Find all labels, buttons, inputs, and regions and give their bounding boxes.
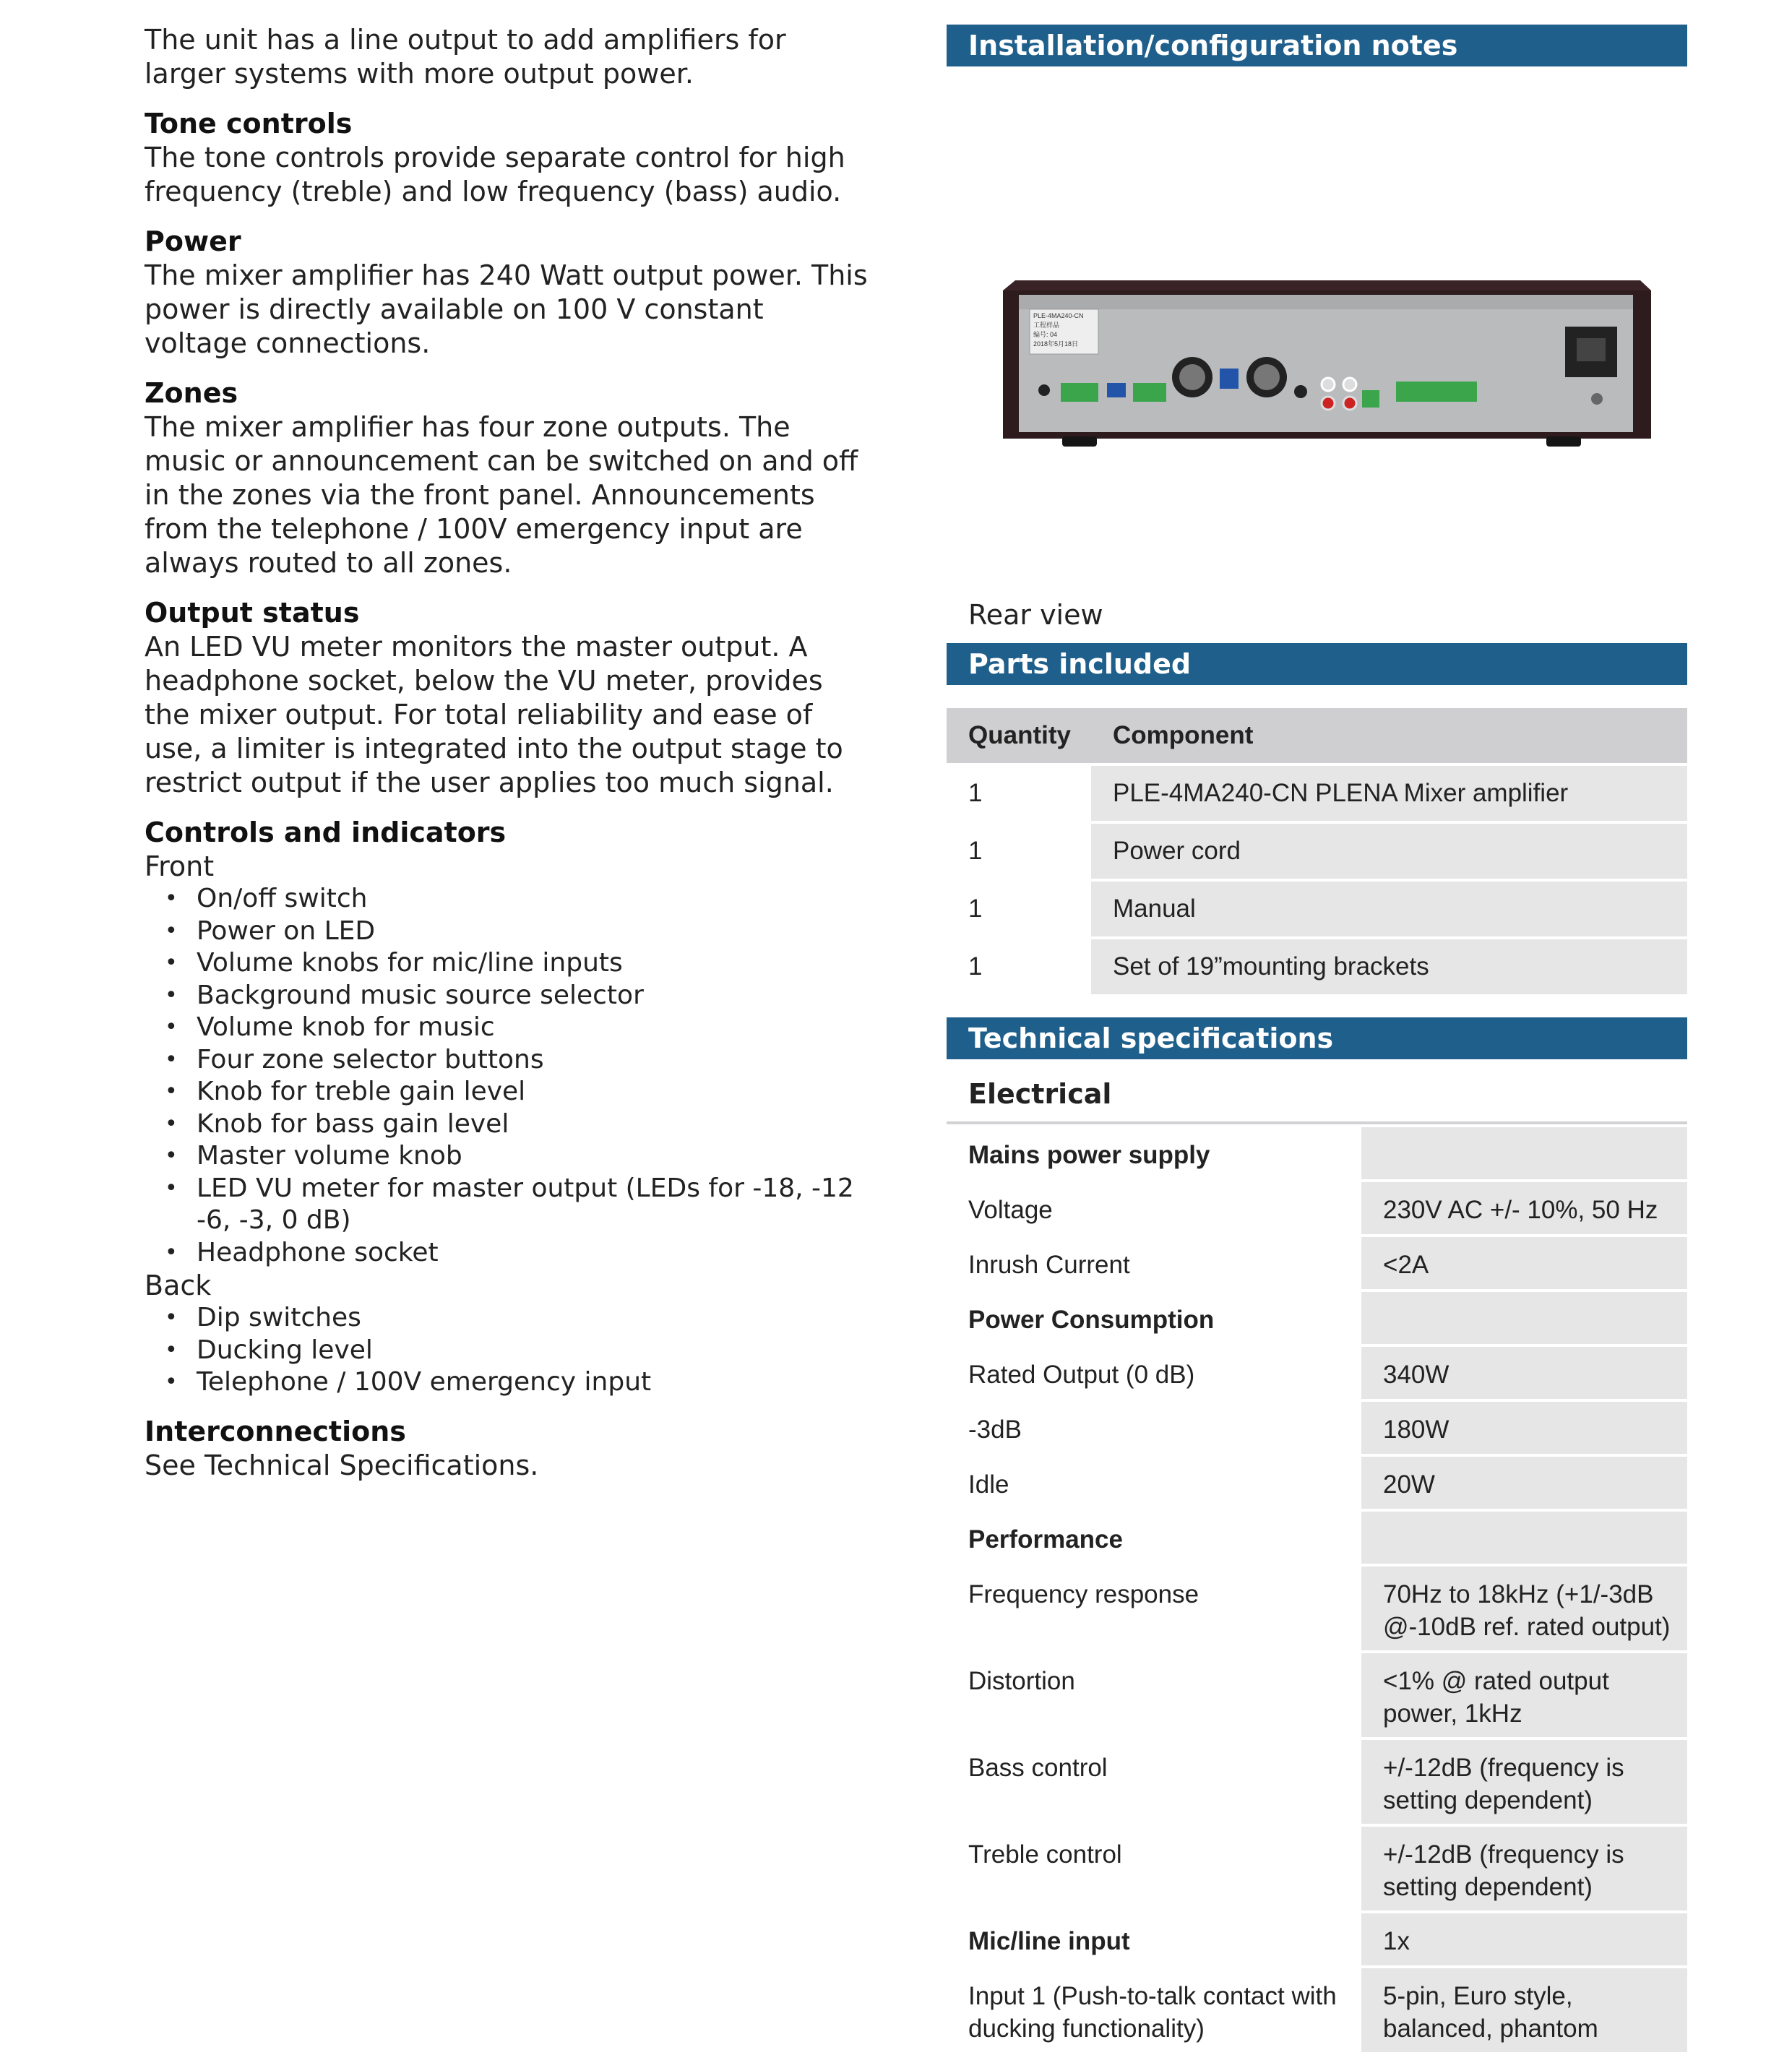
- section-controls: [145, 816, 874, 1399]
- section-title: Power: [145, 225, 241, 257]
- spec-key: Performance: [947, 1510, 1361, 1565]
- spec-value: <1% @ rated output power, 1kHz: [1361, 1652, 1687, 1739]
- spec-value: 1x: [1361, 1912, 1687, 1967]
- table-row: [947, 1291, 1687, 1345]
- tech-spec-header: Technical specifications: [947, 1017, 1687, 1059]
- spec-value: 70Hz to 18kHz (+1/-3dB @-10dB ref. rated output): [1361, 1565, 1687, 1652]
- spec-value: [1361, 1291, 1687, 1345]
- table-row: [947, 1455, 1687, 1510]
- table-row: [947, 880, 1687, 938]
- part-qty: 1: [947, 764, 1091, 822]
- photo-label-line4: 2018年5月18日: [1033, 340, 1079, 348]
- section-text: The mixer amplifier has four zone outputs. The music or announcement can be switched on and off in the zones via the front panel. Announcements from the telephone / 100V emergency input are always routed to all zones.: [145, 411, 858, 579]
- spec-key: Power Consumption: [947, 1291, 1361, 1345]
- col-header-component: Component: [1091, 708, 1687, 764]
- left-column: [145, 23, 874, 1499]
- parts-table: [947, 708, 1687, 997]
- part-component: PLE-4MA240-CN PLENA Mixer amplifier: [1091, 764, 1687, 822]
- table-row: [947, 822, 1687, 880]
- part-qty: 1: [947, 880, 1091, 938]
- spec-section-title: Electrical: [947, 1059, 1687, 1126]
- section-tone-controls: [145, 107, 874, 209]
- section-title: Zones: [145, 377, 238, 409]
- list-item: • Headphone socket: [145, 1237, 874, 1270]
- list-item: • Power on LED: [145, 916, 874, 948]
- table-row: [947, 1652, 1687, 1739]
- amplifier-rear-image: [947, 66, 1687, 587]
- list-item: • Four zone selector buttons: [145, 1044, 874, 1077]
- rear-view-photo: [947, 66, 1687, 587]
- spec-value: 180W: [1361, 1400, 1687, 1455]
- spec-value: [1361, 1510, 1687, 1565]
- right-column: [947, 25, 1687, 2055]
- spec-key: Mic/line input: [947, 1912, 1361, 1967]
- list-item: • On/off switch: [145, 883, 874, 916]
- section-text: The mixer amplifier has 240 Watt output power. This power is directly available on 100 V constant voltage connections.: [145, 259, 868, 359]
- table-row: [947, 1236, 1687, 1291]
- list-item: • Ducking level: [145, 1335, 874, 1367]
- section-zones: [145, 376, 874, 580]
- table-row: [947, 1400, 1687, 1455]
- spec-key: Mains power supply: [947, 1126, 1361, 1181]
- list-item: • Background music source selector: [145, 980, 874, 1012]
- section-text: An LED VU meter monitors the master output. A headphone socket, below the VU meter, provides the mixer output. For total reliability and ease of use, a limiter is integrated into the output stage to restrict output if the user applies too much signal.: [145, 631, 843, 798]
- spec-key: -3dB: [947, 1400, 1361, 1455]
- table-row: [947, 1967, 1687, 2054]
- spec-value: +/-12dB (frequency is setting dependent): [1361, 1825, 1687, 1912]
- section-title: Output status: [145, 597, 360, 629]
- spec-key: Voltage: [947, 1181, 1361, 1236]
- spec-value: 230V AC +/- 10%, 50 Hz: [1361, 1181, 1687, 1236]
- part-component: Power cord: [1091, 822, 1687, 880]
- table-row: [947, 938, 1687, 996]
- list-item: • Master volume knob: [145, 1140, 874, 1173]
- spec-section-row: [947, 1059, 1687, 1126]
- table-row: [947, 1825, 1687, 1912]
- section-text: The tone controls provide separate control for high frequency (treble) and low frequency (bass) audio.: [145, 142, 845, 207]
- list-item: • Knob for treble gain level: [145, 1076, 874, 1108]
- spec-value: 20W: [1361, 1455, 1687, 1510]
- table-row: [947, 1739, 1687, 1825]
- section-title: Tone controls: [145, 108, 353, 139]
- section-title: Interconnections: [145, 1415, 406, 1447]
- section-power: [145, 225, 874, 361]
- section-interconnections: [145, 1415, 874, 1483]
- list-item: • Volume knob for music: [145, 1012, 874, 1044]
- spec-table: [947, 1059, 1687, 2055]
- list-item: • Dip switches: [145, 1302, 874, 1335]
- list-item: • Telephone / 100V emergency input: [145, 1366, 874, 1399]
- part-qty: 1: [947, 938, 1091, 996]
- photo-label-line2: 工程样品: [1033, 322, 1060, 329]
- photo-label-model: PLE-4MA240-CN: [1033, 312, 1084, 319]
- spec-key: Treble control: [947, 1825, 1361, 1912]
- table-row: [947, 1345, 1687, 1400]
- table-row: [947, 1565, 1687, 1652]
- spec-key: Inrush Current: [947, 1236, 1361, 1291]
- spec-key: Input 1 (Push-to-talk contact with ducking functionality): [947, 1967, 1361, 2054]
- list-item: • LED VU meter for master output (LEDs for -18, -12 -6, -3, 0 dB): [145, 1173, 874, 1237]
- back-label: Back: [145, 1270, 212, 1301]
- section-output-status: [145, 596, 874, 800]
- spec-key: Idle: [947, 1455, 1361, 1510]
- table-header-row: [947, 708, 1687, 764]
- part-qty: 1: [947, 822, 1091, 880]
- section-title: Controls and indicators: [145, 817, 507, 848]
- photo-label-line3: 编号: 04: [1033, 331, 1058, 338]
- col-header-quantity: Quantity: [947, 708, 1091, 764]
- table-row: [947, 764, 1687, 822]
- intro-text: The unit has a line output to add amplifiers for larger systems with more output power.: [145, 24, 786, 90]
- part-component: Manual: [1091, 880, 1687, 938]
- part-component: Set of 19”mounting brackets: [1091, 938, 1687, 996]
- table-row: [947, 1912, 1687, 1967]
- install-notes-header: Installation/configuration notes: [947, 25, 1687, 66]
- spec-key: Frequency response: [947, 1565, 1361, 1652]
- spec-value: [1361, 1126, 1687, 1181]
- front-label: Front: [145, 850, 215, 882]
- list-item: • Knob for bass gain level: [145, 1108, 874, 1141]
- spec-key: Distortion: [947, 1652, 1361, 1739]
- back-list: [145, 1302, 874, 1399]
- spec-key: Bass control: [947, 1739, 1361, 1825]
- spec-value: 340W: [1361, 1345, 1687, 1400]
- parts-header: Parts included: [947, 643, 1687, 685]
- section-text: See Technical Specifications.: [145, 1449, 539, 1481]
- spec-value: <2A: [1361, 1236, 1687, 1291]
- front-list: [145, 883, 874, 1269]
- photo-caption: Rear view: [968, 599, 1103, 631]
- list-item: • Volume knobs for mic/line inputs: [145, 947, 874, 980]
- spec-value: +/-12dB (frequency is setting dependent): [1361, 1739, 1687, 1825]
- spec-value: 5-pin, Euro style, balanced, phantom: [1361, 1967, 1687, 2054]
- table-row: [947, 1181, 1687, 1236]
- table-row: [947, 1126, 1687, 1181]
- spec-key: Rated Output (0 dB): [947, 1345, 1361, 1400]
- table-row: [947, 1510, 1687, 1565]
